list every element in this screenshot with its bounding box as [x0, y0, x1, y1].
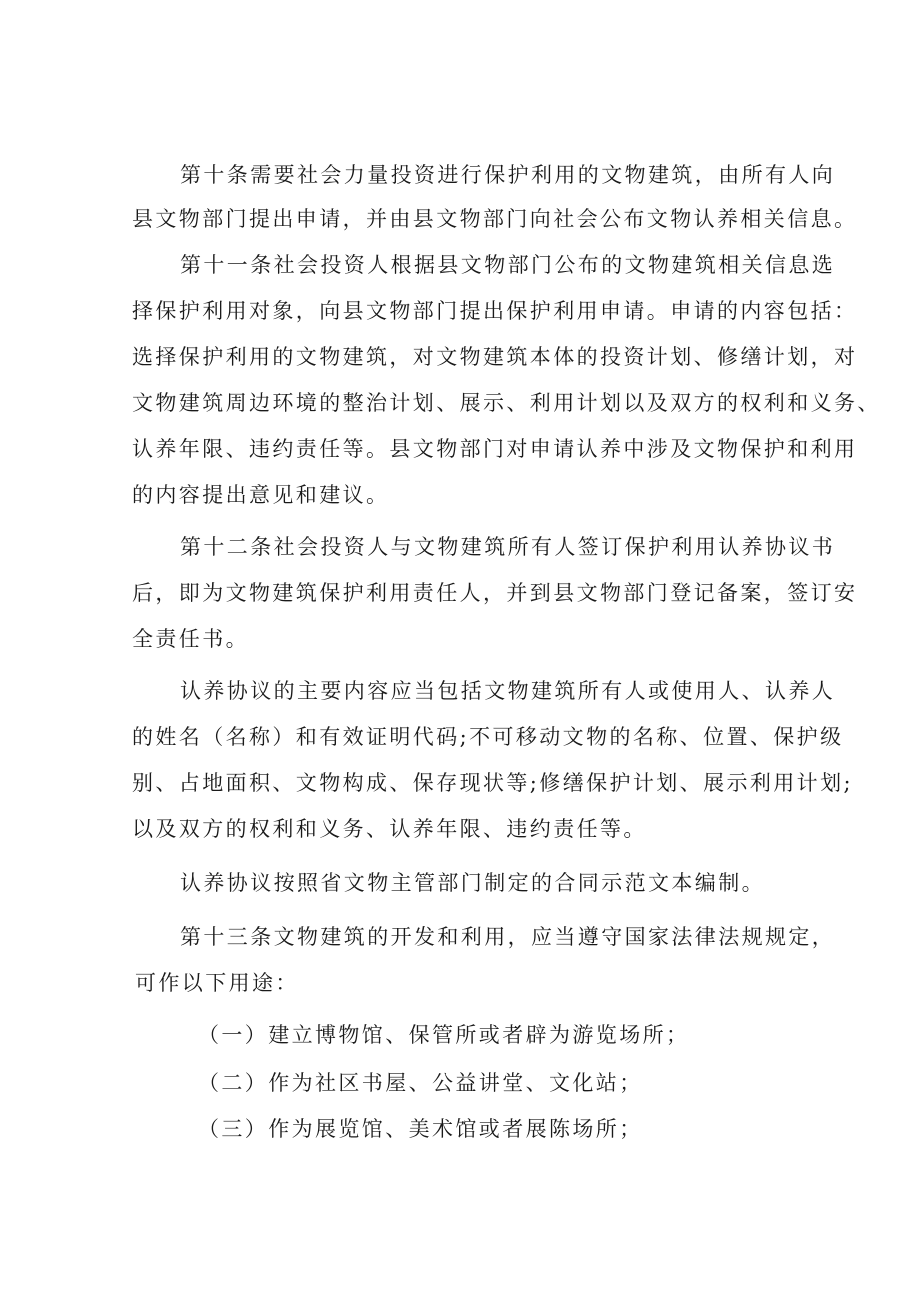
agreement-template-line: 认养协议按照省文物主管部门制定的合同示范文本编制。	[180, 871, 765, 895]
agreement-content-line-2: 的姓名（名称）和有效证明代码;不可移动文物的名称、位置、保护级	[132, 725, 844, 749]
article-11-line-4: 文物建筑周边环境的整治计划、展示、利用计划以及双方的权利和义务、	[132, 391, 881, 415]
list-item: （二）作为社区书屋、公益讲堂、文化站；	[198, 1071, 643, 1095]
article-13-line-2: 可作以下用途：	[135, 971, 299, 995]
article-12-line-3: 全责任书。	[132, 627, 249, 651]
article-12-line-2: 后，即为文物建筑保护利用责任人，并到县文物部门登记备案，签订安	[132, 581, 858, 605]
article-11-line-6: 的内容提出意见和建议。	[132, 483, 390, 507]
article-11-line-2: 择保护利用对象，向县文物部门提出保护利用申请。申请的内容包括：	[132, 299, 858, 323]
agreement-content-line-3: 别、占地面积、文物构成、保存现状等;修缮保护计划、展示利用计划;	[132, 771, 853, 795]
article-11-line-3: 选择保护利用的文物建筑，对文物建筑本体的投资计划、修缮计划，对	[132, 345, 858, 369]
list-item: （一）建立博物馆、保管所或者辟为游览场所；	[198, 1023, 690, 1047]
article-10-line-2: 县文物部门提出申请，并由县文物部门向社会公布文物认养相关信息。	[132, 207, 858, 231]
article-13-line-1: 第十三条文物建筑的开发和利用，应当遵守国家法律法规规定，	[180, 925, 836, 949]
article-11-line-5: 认养年限、违约责任等。县文物部门对申请认养中涉及文物保护和利用	[132, 437, 858, 461]
article-11-line-1: 第十一条社会投资人根据县文物部门公布的文物建筑相关信息选	[180, 253, 836, 277]
list-item: （三）作为展览馆、美术馆或者展陈场所；	[198, 1117, 643, 1141]
agreement-content-line-4: 以及双方的权利和义务、认养年限、违约责任等。	[132, 817, 647, 841]
article-10-line-1: 第十条需要社会力量投资进行保护利用的文物建筑，由所有人向	[180, 163, 836, 187]
article-12-line-1: 第十二条社会投资人与文物建筑所有人签订保护利用认养协议书	[180, 535, 836, 559]
agreement-content-line-1: 认养协议的主要内容应当包括文物建筑所有人或使用人、认养人	[180, 679, 836, 703]
